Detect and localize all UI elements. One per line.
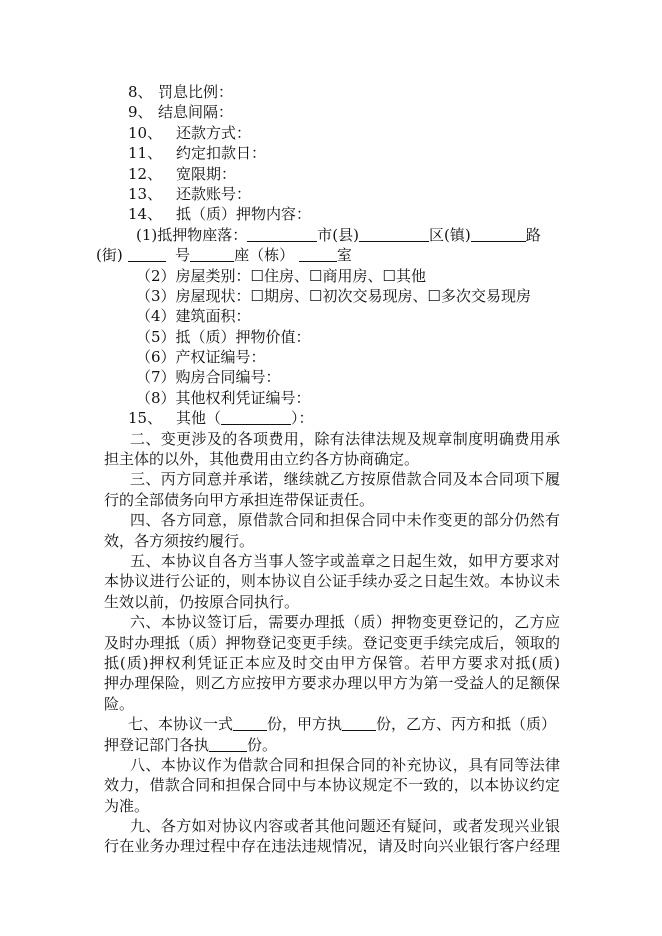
checkbox-icon[interactable]: ☐ — [250, 286, 264, 305]
item-number: 8、 — [128, 83, 153, 101]
paragraph-p5-line: 生效以前，仍按原合同执行。 — [104, 592, 300, 611]
option: 住房、 — [264, 266, 310, 285]
option: 商用房、 — [322, 266, 383, 285]
paragraph-p6-line: 押办理保险，则乙方应按甲方要求办理以甲方为第一受益人的足额保 — [104, 674, 560, 693]
item-number: 12、 — [128, 164, 163, 183]
paragraph-p2-line: 担主体的以外，其他费用由立约各方协商确定。 — [104, 450, 420, 469]
item-label: 罚息比例： — [158, 83, 234, 101]
label: （2）房屋类别： — [136, 266, 251, 285]
item-number: 11、 — [128, 144, 163, 163]
paragraph-p3-line: 行的全部债务向甲方承担连带保证责任。 — [104, 490, 375, 509]
list-item — [104, 123, 560, 143]
paragraph-p4-line: 效，各方须按约履行。 — [104, 531, 255, 550]
checkbox-icon[interactable]: ☐ — [309, 266, 323, 285]
copies-blank[interactable] — [233, 715, 267, 731]
list-item — [104, 204, 560, 224]
paragraph-7-line — [104, 735, 560, 755]
option: 多次交易现房 — [440, 286, 531, 305]
list-item — [104, 184, 560, 204]
list-item — [104, 102, 560, 122]
label: (街) — [96, 246, 123, 265]
field-line: （7）购房合同编号： — [136, 368, 281, 387]
paragraph-p9-line: 行在业务办理过程中存在违法违规情况，请及时向兴业银行客户经理 — [104, 837, 560, 856]
list-item — [104, 143, 560, 163]
item-number: 9、 — [128, 103, 153, 122]
label: 座（栋） — [234, 246, 295, 265]
list-item — [104, 82, 560, 102]
label: （3）房屋现状： — [136, 286, 251, 305]
paragraph-p6-line: 六、本协议签订后，需要办理抵（质）押物变更登记的，乙方应 — [130, 613, 560, 632]
paragraph-p6-line: 险。 — [104, 694, 135, 713]
road-blank[interactable] — [471, 226, 526, 242]
paragraph-p2-line: 二、变更涉及的各项费用，除有法律法规及规章制度明确费用承 — [130, 429, 560, 448]
text: 押登记部门各执 — [104, 735, 210, 754]
option: 初次交易现房、 — [322, 286, 428, 305]
document-page — [96, 82, 560, 857]
number-blank[interactable] — [128, 246, 166, 262]
text: 七、本协议一式 — [128, 715, 234, 734]
label: 其他（ — [176, 409, 222, 428]
other-blank[interactable] — [221, 409, 291, 425]
paragraph-p6-line: 及时办理抵（质）押物登记变更手续。登记变更手续完成后，领取的 — [104, 633, 560, 652]
label: 区(镇) — [428, 225, 471, 244]
item-number: 15、 — [128, 409, 163, 428]
paragraph-p8-line: 效力，借款合同和担保合同中与本协议规定不一致的，以本协议约定 — [104, 776, 560, 795]
paragraph-7-line — [104, 714, 560, 734]
option: 期房、 — [264, 286, 310, 305]
each-copies-blank[interactable] — [209, 736, 247, 752]
city-blank[interactable] — [247, 226, 317, 242]
item-label: 还款方式： — [176, 123, 252, 142]
label: 号 — [175, 246, 191, 265]
collateral-location-line — [104, 225, 560, 245]
house-type-line — [104, 266, 560, 286]
checkbox-icon[interactable]: ☐ — [427, 286, 441, 305]
checkbox-icon[interactable]: ☐ — [250, 266, 264, 285]
item-label: 抵（质）押物内容： — [176, 205, 312, 224]
item-label: 结息间隔： — [158, 103, 234, 122]
item-15 — [104, 408, 560, 428]
field-line: （8）其他权利凭证编号： — [136, 388, 311, 407]
label: (1)抵押物座落： — [136, 225, 248, 244]
item-label: 约定扣款日： — [176, 144, 267, 163]
field-line: （5）抵（质）押物价值： — [136, 327, 311, 346]
building-blank[interactable] — [190, 246, 234, 262]
paragraph-p9-line: 九、各方如对协议内容或者其他问题还有疑问，或者发现兴业银 — [130, 817, 560, 836]
checkbox-icon[interactable]: ☐ — [309, 286, 323, 305]
district-blank[interactable] — [359, 226, 429, 242]
item-number: 13、 — [128, 184, 163, 203]
party-a-copies-blank[interactable] — [342, 715, 376, 731]
paragraph-p5-line: 五、本协议自各方当事人签字或盖章之日起生效，如甲方要求对 — [130, 551, 560, 570]
room-blank[interactable] — [299, 246, 337, 262]
label: 室 — [336, 246, 352, 265]
text: 份。 — [247, 735, 278, 754]
text: 份，甲方执 — [267, 715, 343, 734]
label: 路 — [525, 225, 541, 244]
field-line: （6）产权证编号： — [136, 348, 266, 367]
item-number: 10、 — [128, 123, 163, 142]
option: 其他 — [395, 266, 426, 285]
collateral-location-line-2 — [96, 245, 560, 265]
label: 市(县) — [317, 225, 359, 244]
item-label: 宽限期： — [176, 164, 237, 183]
house-status-line — [104, 286, 560, 306]
paragraph-p5-line: 本协议进行公证的，则本协议自公证手续办妥之日起生效。本协议未 — [104, 572, 560, 591]
paragraph-p8-line: 八、本协议作为借款合同和担保合同的补充协议，具有同等法律 — [130, 755, 560, 774]
field-line: （4）建筑面积： — [136, 307, 251, 326]
text: 份，乙方、丙方和抵（质） — [376, 715, 557, 734]
checkbox-icon[interactable]: ☐ — [382, 266, 396, 285]
item-number: 14、 — [128, 205, 163, 224]
label: ）： — [291, 409, 314, 428]
list-item — [104, 164, 560, 184]
paragraph-p4-line: 四、各方同意，原借款合同和担保合同中未作变更的部分仍然有 — [130, 511, 560, 530]
paragraph-p8-line: 为准。 — [104, 796, 150, 815]
paragraph-p3-line: 三、丙方同意并承诺，继续就乙方按原借款合同及本合同项下履 — [130, 470, 560, 489]
item-label: 还款账号： — [176, 184, 252, 203]
paragraph-p6-line: 抵(质)押权利凭证正本应及时交由甲方保管。若甲方要求对抵(质) — [104, 653, 560, 672]
